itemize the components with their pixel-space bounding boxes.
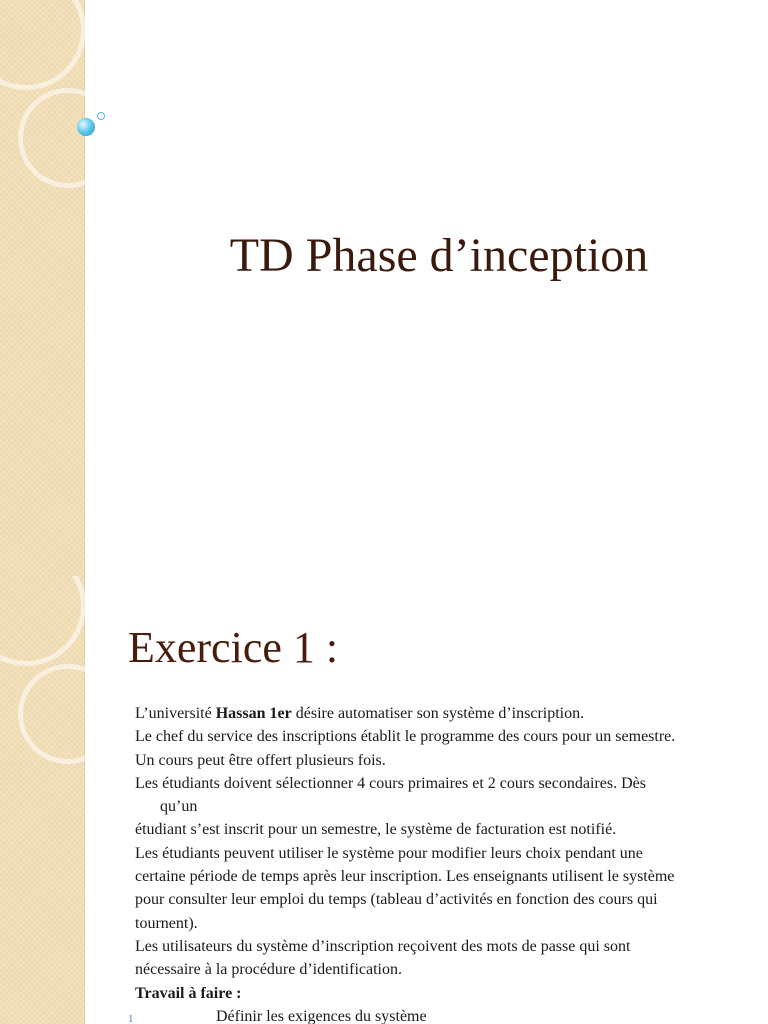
text-line: Le chef du service des inscriptions établit le programme des cours pour un semestre. bbox=[135, 728, 676, 746]
decorative-ring bbox=[0, 0, 86, 90]
task-label: Travail à faire : bbox=[135, 984, 242, 1002]
text-line: nécessaire à la procédure d’identification. bbox=[135, 961, 402, 979]
text-line: Un cours peut être offert plusieurs fois. bbox=[135, 751, 386, 769]
blue-sphere-icon bbox=[77, 118, 95, 136]
decorative-sidebar bbox=[0, 576, 85, 1024]
intro-suffix: désire automatiser son système d’inscription. bbox=[291, 705, 585, 722]
text-line: Les étudiants doivent sélectionner 4 cours primaires et 2 cours secondaires. Dès bbox=[135, 774, 646, 792]
decorative-ring bbox=[0, 576, 86, 666]
decorative-ring bbox=[18, 88, 118, 188]
decorative-ring bbox=[18, 664, 118, 764]
text-line: tournent). bbox=[135, 914, 198, 932]
text-line: pour consulter leur emploi du temps (tableau d’activités en fonction des cours qui bbox=[135, 891, 658, 909]
decorative-sidebar bbox=[0, 0, 85, 576]
exercise-heading: Exercice 1 : bbox=[128, 623, 339, 672]
text-line: Les utilisateurs du système d’inscription reçoivent des mots de passe qui sont bbox=[135, 937, 631, 955]
text-line: certaine période de temps après leur inscription. Les enseignants utilisent le système bbox=[135, 868, 675, 886]
text-line: Les étudiants peuvent utiliser le système pour modifier leurs choix pendant une bbox=[135, 844, 643, 862]
list-number: 1 bbox=[128, 1013, 134, 1024]
small-ring-icon bbox=[97, 112, 105, 120]
exercise-body bbox=[135, 702, 755, 1005]
text-line: qu’un bbox=[160, 798, 198, 816]
university-name: Hassan 1er bbox=[215, 705, 292, 722]
intro-prefix: L’université bbox=[135, 705, 216, 722]
exercise-slide bbox=[0, 576, 768, 1024]
task-item: Définir les exigences du système bbox=[216, 1008, 427, 1024]
slide-title: TD Phase d’inception bbox=[229, 229, 649, 282]
intro-line bbox=[135, 702, 755, 725]
text-line: étudiant s’est inscrit pour un semestre, le système de facturation est notifié. bbox=[135, 821, 617, 839]
